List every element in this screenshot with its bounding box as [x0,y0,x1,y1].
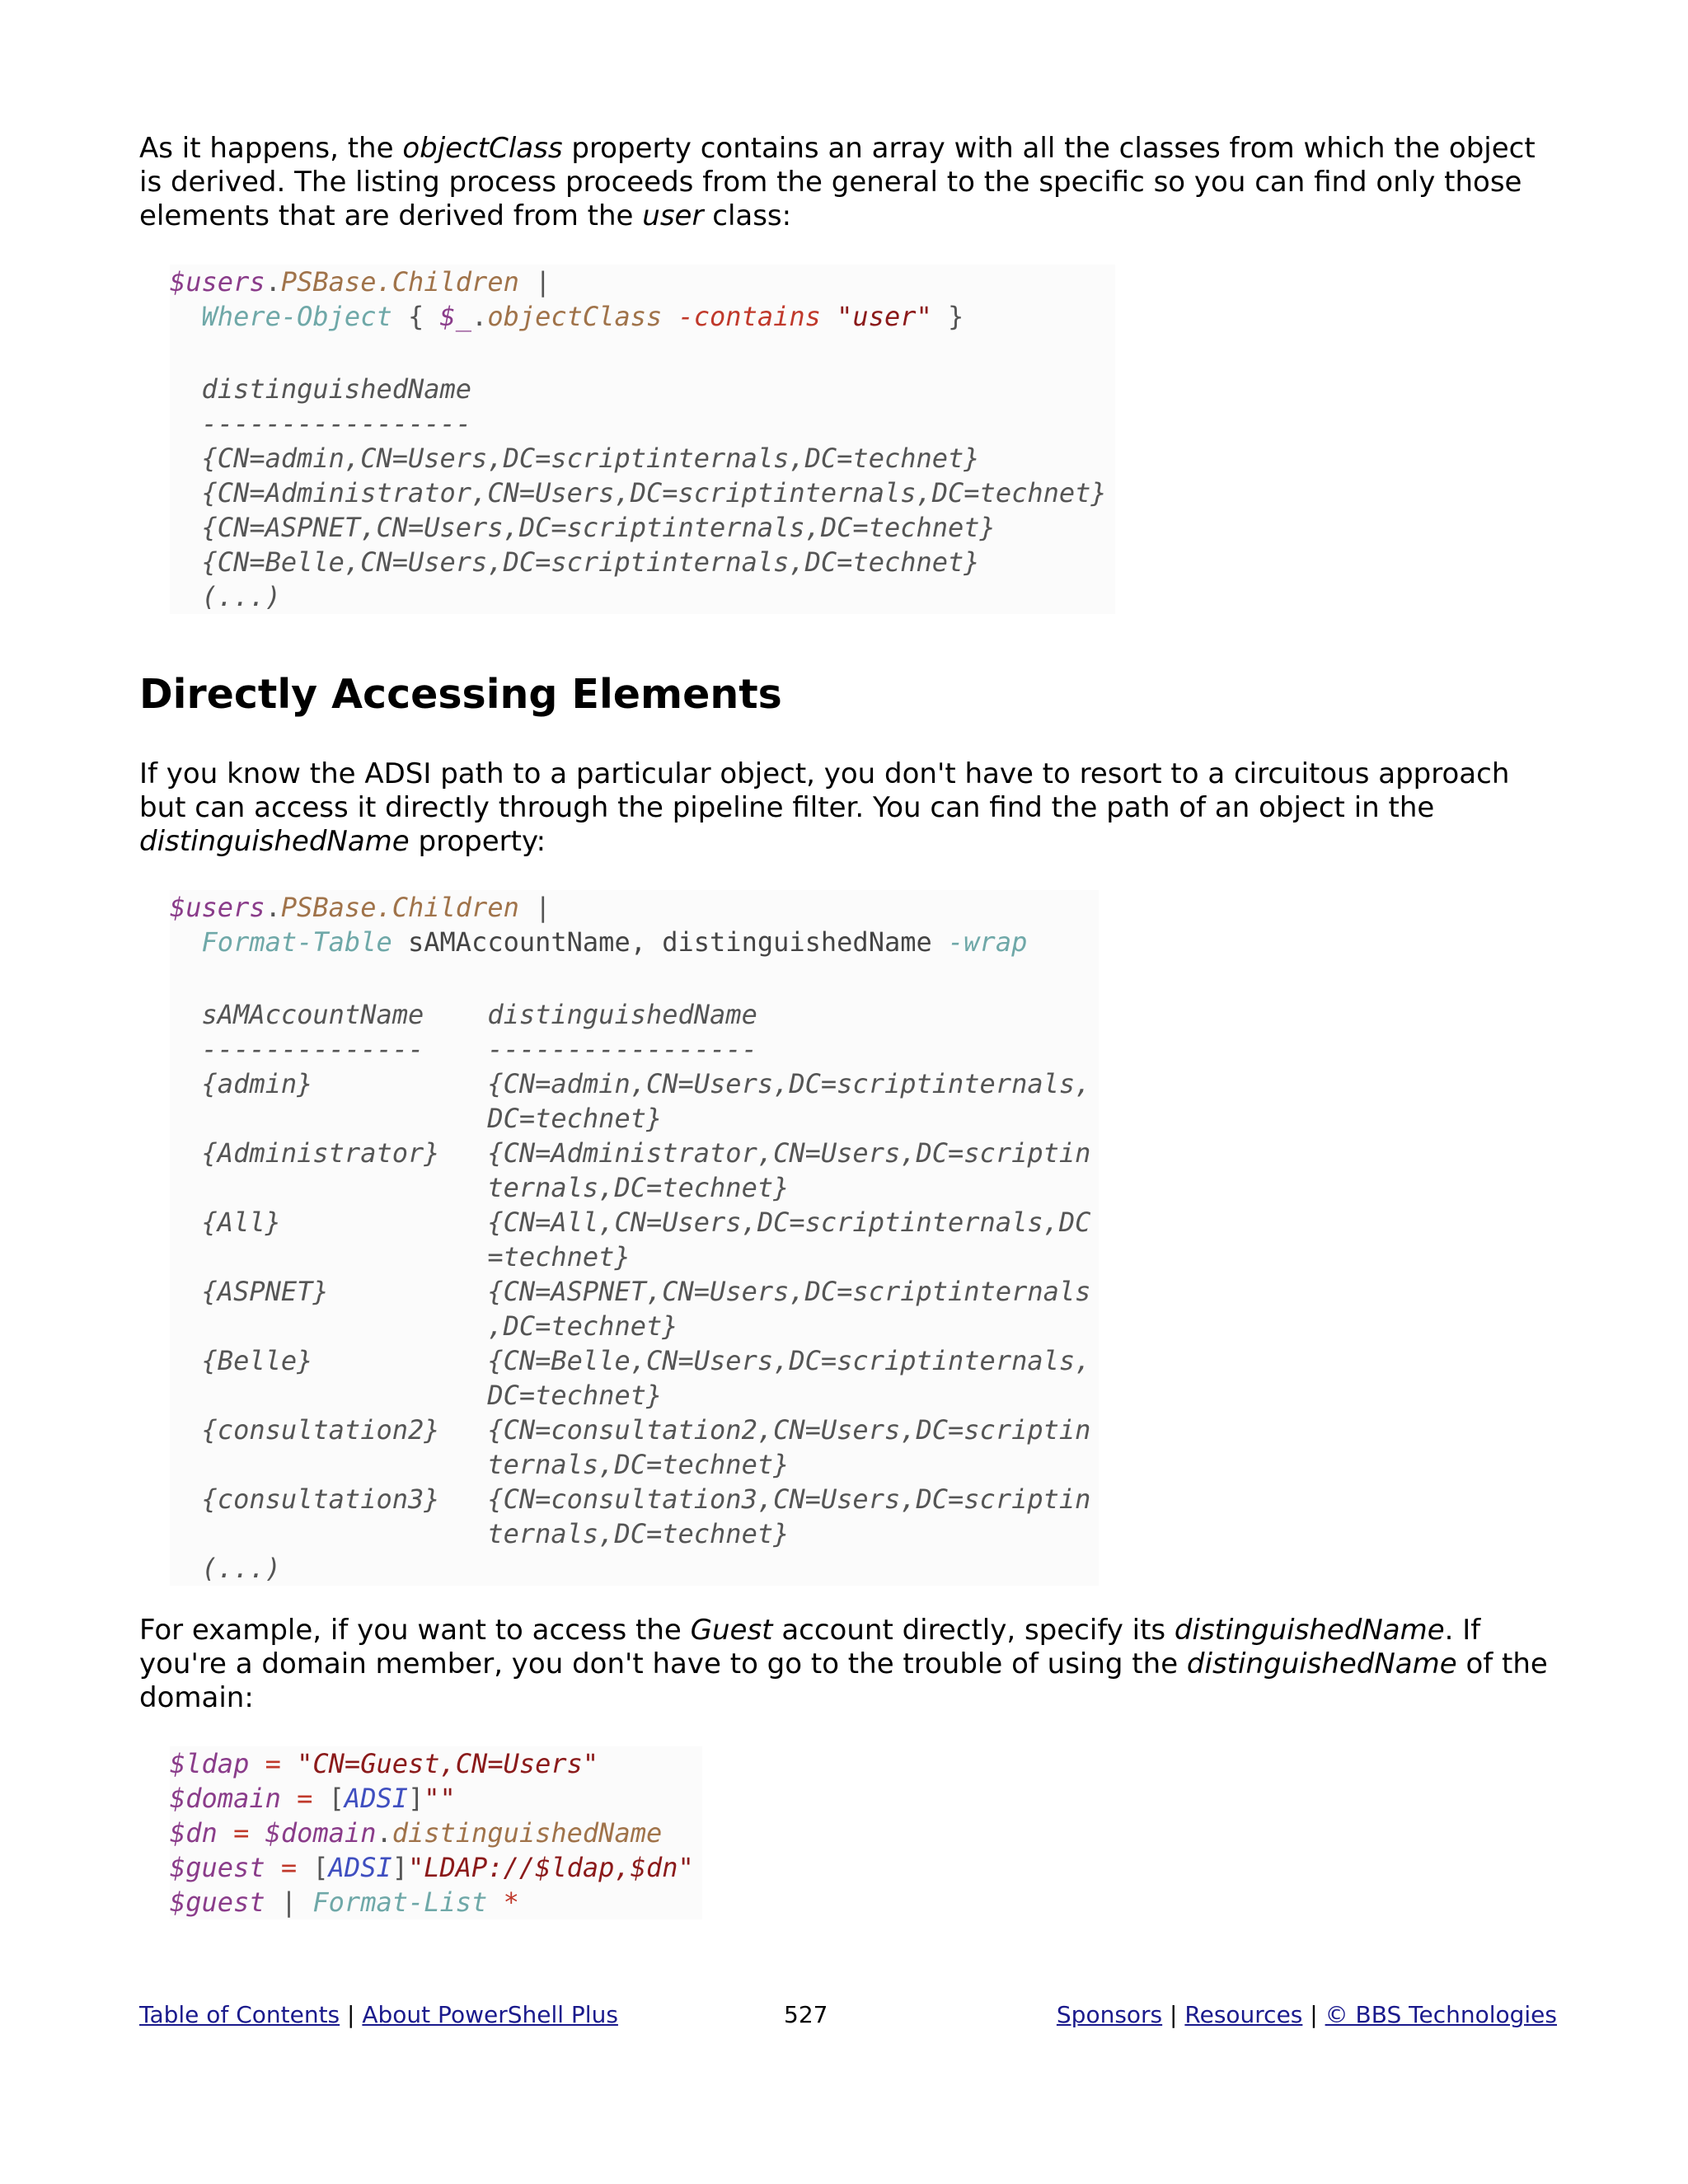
page-number: 527 [784,2001,828,2028]
resources-link[interactable]: Resources [1184,2001,1303,2028]
output-line: distinguishedName [201,373,472,405]
output-line: ----------------- [201,408,472,439]
output-line: {CN=Belle,CN=Users,DC=scriptinternals,DC=technet} [201,546,980,578]
footer-separator: | [1302,2001,1325,2028]
output-line: {All} {CN=All,CN=Users,DC=scriptinternals,DC [201,1207,1091,1238]
sponsors-link[interactable]: Sponsors [1056,2001,1163,2028]
text: If you know the ADSI path to a particular object, you don't have to resort to a circuitous approach but can access it directly through the pipeline filter. You can find the path of an object in the [139,757,1510,824]
footer-separator: | [1162,2001,1185,2028]
output-line: {CN=admin,CN=Users,DC=scriptinternals,DC=technet} [201,443,980,474]
output-line: -------------- ----------------- [201,1033,757,1065]
footer-left-links [139,2001,618,2029]
code-blank-line [170,334,1107,372]
paragraph-guest-example [139,1614,1557,1715]
output-line: sAMAccountName distinguishedName [201,999,757,1030]
code-line: $guest | Format-List * [170,1886,519,1918]
paragraph-object-class [139,132,1557,233]
emphasis-distinguishedname: distinguishedName [1186,1647,1457,1680]
output-line: {CN=ASPNET,CN=Users,DC=scriptinternals,DC=technet} [201,512,996,543]
code-line: $guest = [ADSI]"LDAP://$ldap,$dn" [170,1852,694,1883]
text: property contains an array with all the classes from which the object is derived. The listing process proceeds from the general to the specific so you can find only those elements that are derived from the [139,132,1536,232]
emphasis-user: user [642,199,704,232]
bbs-technologies-link[interactable]: © BBS Technologies [1325,2001,1557,2028]
output-line: ternals,DC=technet} [201,1518,790,1549]
output-line: ,DC=technet} [201,1310,678,1342]
code-line: Where-Object { $_.objectClass -contains "user" } [201,301,964,332]
output-line: {consultation3} {CN=consultation3,CN=Users,DC=scriptin [201,1483,1091,1515]
emphasis-objectclass: objectClass [402,132,563,165]
output-line: (...) [201,581,281,612]
code-line: $ldap = "CN=Guest,CN=Users" [170,1748,599,1779]
text: For example, if you want to access the [139,1614,691,1647]
paragraph-adsi-path [139,757,1557,859]
text: As it happens, the [139,132,403,165]
output-line: ternals,DC=technet} [201,1449,790,1480]
page-content [139,132,1557,1919]
footer-right-links [1057,2001,1557,2029]
code-block-ldap-guest [170,1746,702,1919]
output-line: {consultation2} {CN=consultation2,CN=Users,DC=scriptin [201,1414,1091,1446]
page-footer [139,2001,1557,2029]
code-line: $dn = $domain.distinguishedName [170,1817,663,1849]
code-line: $users.PSBase.Children | [170,892,551,923]
text: class: [703,199,792,232]
text: property: [409,825,546,858]
output-line: ternals,DC=technet} [201,1172,790,1203]
text: . If you're a domain member, you don't have to go to the trouble of using the [139,1614,1481,1680]
table-of-contents-link[interactable]: Table of Contents [139,2001,340,2028]
code-line: $users.PSBase.Children | [170,266,551,298]
footer-separator: | [340,2001,363,2028]
emphasis-distinguishedname: distinguishedName [1174,1614,1445,1647]
output-line: {Belle} {CN=Belle,CN=Users,DC=scriptinternals, [201,1345,1091,1376]
output-line: {admin} {CN=admin,CN=Users,DC=scriptinternals, [201,1068,1091,1099]
section-heading: Directly Accessing Elements [139,671,782,718]
code-line: $domain = [ADSI]"" [170,1783,456,1814]
output-line: {ASPNET} {CN=ASPNET,CN=Users,DC=scriptinternals [201,1276,1091,1307]
code-block-where-object [170,265,1115,614]
code-blank-line [170,959,1090,997]
output-line: DC=technet} [201,1103,663,1134]
about-powershell-plus-link[interactable]: About PowerShell Plus [362,2001,618,2028]
output-line: DC=technet} [201,1380,663,1411]
text: of the domain: [139,1647,1548,1714]
emphasis-distinguishedname: distinguishedName [139,825,410,858]
output-line: {Administrator} {CN=Administrator,CN=Users,DC=scriptin [201,1137,1091,1169]
text: account directly, specify its [772,1614,1175,1647]
output-line: {CN=Administrator,CN=Users,DC=scriptinternals,DC=technet} [201,477,1107,509]
emphasis-guest: Guest [690,1614,773,1647]
code-line: Format-Table sAMAccountName, distinguishedName -wrap [201,926,1028,958]
output-line: =technet} [201,1241,631,1272]
output-line: (...) [201,1553,281,1584]
code-block-format-table [170,890,1099,1586]
